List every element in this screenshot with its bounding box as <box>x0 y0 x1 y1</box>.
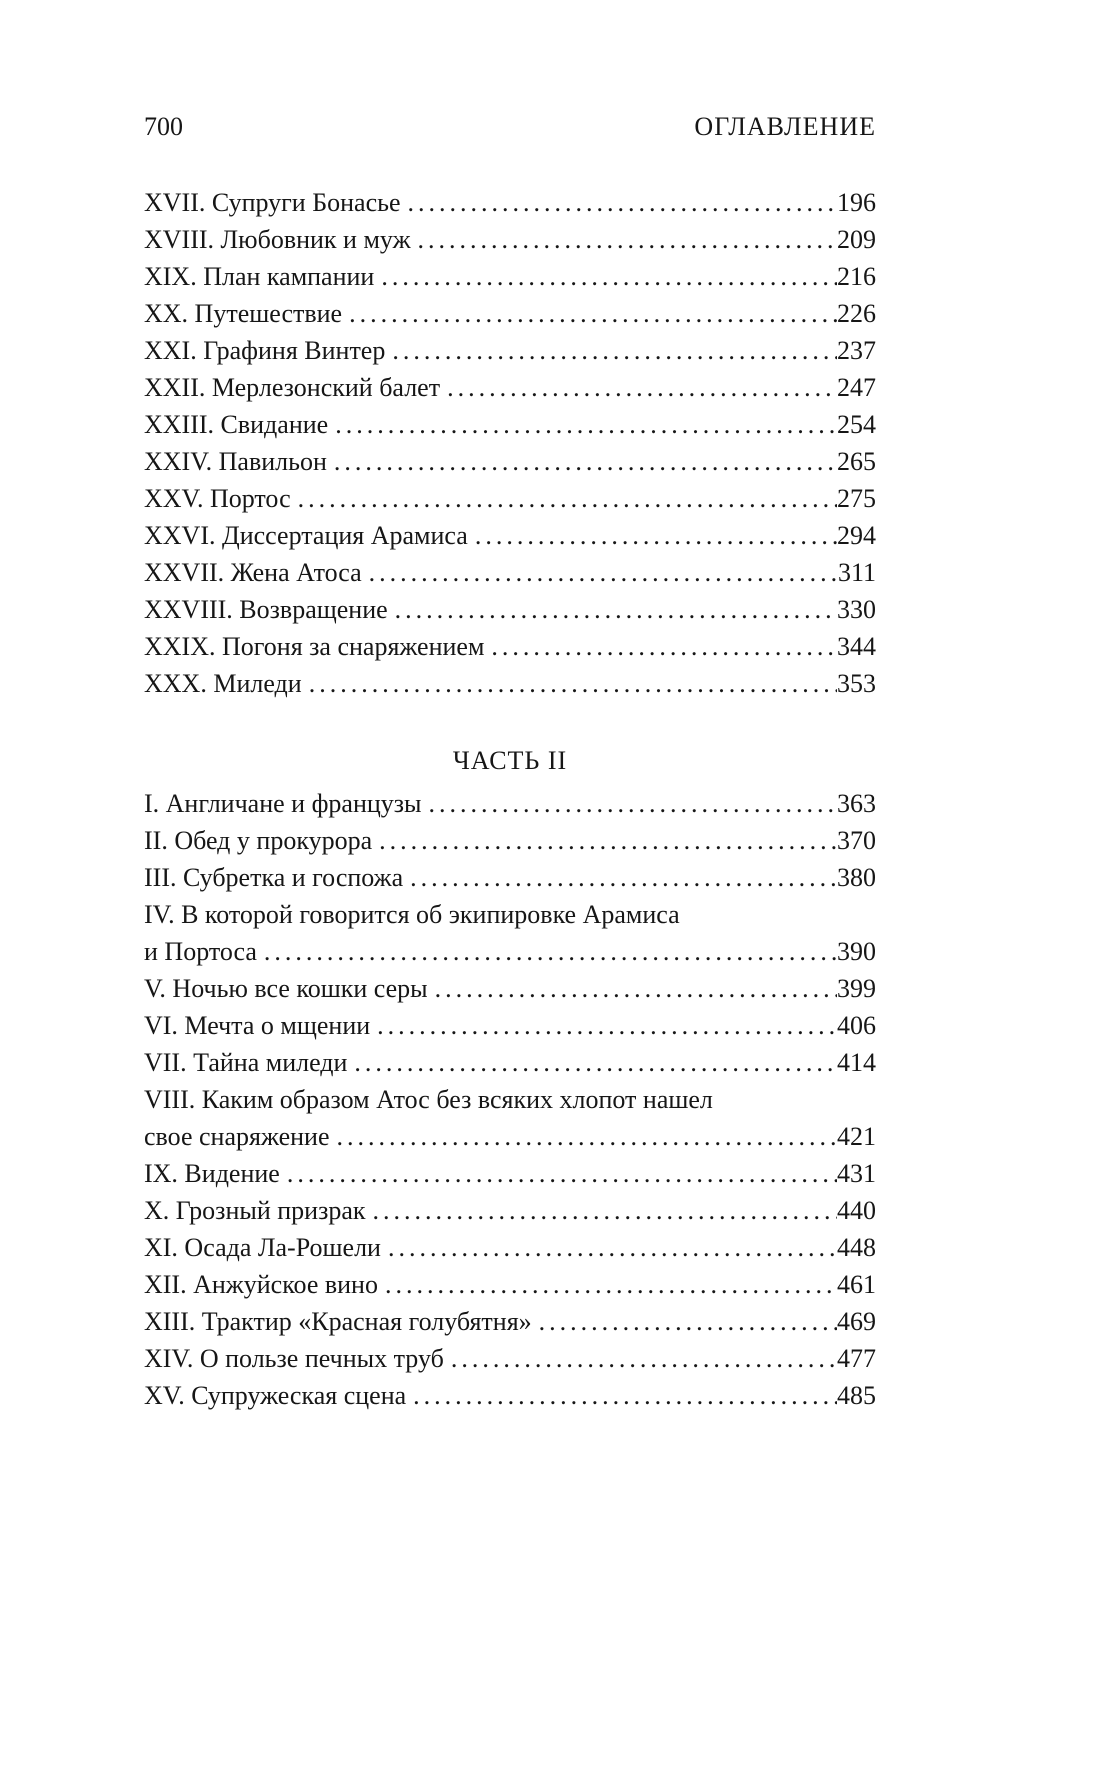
toc-entry-title: XII. Анжуйское вино <box>144 1270 378 1299</box>
toc-entry-page: 421 <box>837 1122 876 1151</box>
toc-entry <box>144 970 876 1007</box>
toc-entry-title: XXVII. Жена Атоса <box>144 558 362 587</box>
toc-entry <box>144 406 876 443</box>
toc-entry-page: 196 <box>837 188 876 217</box>
dot-leader <box>403 859 837 896</box>
toc-entry-title: VI. Мечта о мщении <box>144 1011 371 1040</box>
toc-entry-page: 311 <box>837 558 876 587</box>
toc-entry-title: X. Грозный призрак <box>144 1196 366 1225</box>
dot-leader <box>257 933 837 970</box>
toc-entry <box>144 628 876 665</box>
toc-entry-page: 448 <box>837 1233 876 1262</box>
toc-entry-title: XX. Путешествие <box>144 299 343 328</box>
dot-leader <box>370 1007 837 1044</box>
toc-entry <box>144 258 876 295</box>
toc-entry-row <box>144 1192 876 1229</box>
toc-entry-row <box>144 1266 876 1303</box>
dot-leader <box>329 1118 837 1155</box>
toc-entry <box>144 591 876 628</box>
toc-entry-row <box>144 295 876 332</box>
toc-entry <box>144 369 876 406</box>
page-header <box>144 112 876 142</box>
dot-leader <box>411 221 837 258</box>
toc-entry-row <box>144 184 876 221</box>
toc-entry-title: XVIII. Любовник и муж <box>144 225 411 254</box>
toc-entry <box>144 554 876 591</box>
toc-entry-page: 247 <box>837 373 876 402</box>
toc-entry-row <box>144 859 876 896</box>
toc-entry <box>144 1192 876 1229</box>
toc-entry-row <box>144 1118 876 1155</box>
toc-entry-title: XXVIII. Возвращение <box>144 595 388 624</box>
dot-leader <box>385 332 837 369</box>
dot-leader <box>374 258 837 295</box>
toc-entry-row <box>144 369 876 406</box>
toc-entry-row <box>144 1303 876 1340</box>
toc-entry-row <box>144 591 876 628</box>
toc-entry-row <box>144 480 876 517</box>
dot-leader <box>401 184 837 221</box>
dot-leader <box>388 591 837 628</box>
toc-entry-row <box>144 517 876 554</box>
toc-part2 <box>144 785 876 1414</box>
toc-entry-page: 399 <box>837 974 876 1003</box>
toc-entry-title: XIX. План кампании <box>144 262 375 291</box>
toc-entry-title: VIII. Каким образом Атос без всяких хлопот нашел <box>144 1085 713 1114</box>
toc-entry <box>144 822 876 859</box>
folio-page-number: 700 <box>144 112 183 141</box>
toc-entry-page: 254 <box>837 410 876 439</box>
toc-entry <box>144 184 876 221</box>
toc-entry-title: XXI. Графиня Винтер <box>144 336 386 365</box>
toc-entry <box>144 332 876 369</box>
dot-leader <box>328 406 837 443</box>
toc-entry-title: V. Ночью все кошки серы <box>144 974 428 1003</box>
toc-entry-title: II. Обед у прокурора <box>144 826 373 855</box>
toc-entry-row <box>144 554 876 591</box>
dot-leader <box>484 628 837 665</box>
toc-entry-row <box>144 665 876 702</box>
toc-entry <box>144 1303 876 1340</box>
toc-entry-title: IX. Видение <box>144 1159 280 1188</box>
dot-leader <box>428 970 837 1007</box>
dot-leader <box>532 1303 837 1340</box>
toc-entry <box>144 1340 876 1377</box>
toc-entry <box>144 859 876 896</box>
dot-leader <box>444 1340 837 1377</box>
toc-entry-title: XXIX. Погоня за снаряжением <box>144 632 485 661</box>
toc-entry <box>144 1377 876 1414</box>
toc-entry <box>144 295 876 332</box>
dot-leader <box>342 295 837 332</box>
toc-entry-title: XXVI. Диссертация Арамиса <box>144 521 468 550</box>
toc-entry-title: XXIII. Свидание <box>144 410 329 439</box>
toc-entry-row <box>144 221 876 258</box>
toc-entry-page: 370 <box>837 826 876 855</box>
toc-entry <box>144 896 876 970</box>
toc-entry <box>144 517 876 554</box>
dot-leader <box>302 665 837 702</box>
toc-entry-title: XIII. Трактир «Красная голубятня» <box>144 1307 532 1336</box>
toc-entry-title: XV. Супружеская сцена <box>144 1381 407 1410</box>
toc-entry <box>144 443 876 480</box>
toc-entry-title: IV. В которой говорится об экипировке Арамиса <box>144 900 680 929</box>
dot-leader <box>440 369 837 406</box>
toc-part1 <box>144 184 876 702</box>
toc-entry-page: 265 <box>837 447 876 476</box>
toc-entry-row <box>144 970 876 1007</box>
toc-entry-title: XXX. Миледи <box>144 669 302 698</box>
toc-entry <box>144 221 876 258</box>
toc-entry <box>144 1081 876 1155</box>
toc-entry-page: 461 <box>837 1270 876 1299</box>
dot-leader <box>372 822 837 859</box>
toc-entry-page: 414 <box>837 1048 876 1077</box>
toc-entry-page: 275 <box>837 484 876 513</box>
toc-entry-title: XXIV. Павильон <box>144 447 327 476</box>
toc-entry-page: 209 <box>837 225 876 254</box>
toc-entry-row <box>144 1007 876 1044</box>
toc-entry-page: 216 <box>837 262 876 291</box>
part-heading: ЧАСТЬ II <box>452 746 568 775</box>
toc-entry <box>144 1155 876 1192</box>
toc-entry <box>144 1007 876 1044</box>
toc-entry-row <box>144 406 876 443</box>
toc-entry-row <box>144 443 876 480</box>
toc-entry-page: 226 <box>837 299 876 328</box>
toc-entry-title: XIV. О пользе печных труб <box>144 1344 444 1373</box>
toc-entry-row <box>144 822 876 859</box>
dot-leader <box>291 480 837 517</box>
dot-leader <box>362 554 838 591</box>
toc-entry <box>144 1266 876 1303</box>
toc-entry-page: 237 <box>837 336 876 365</box>
toc-entry-page: 440 <box>837 1196 876 1225</box>
toc-entry-title: VII. Тайна миледи <box>144 1048 348 1077</box>
toc-entry-title: I. Англичане и французы <box>144 789 422 818</box>
toc-entry-page: 330 <box>837 595 876 624</box>
toc-entry <box>144 785 876 822</box>
toc-entry-page: 406 <box>837 1011 876 1040</box>
toc-entry-row <box>144 933 876 970</box>
dot-leader <box>366 1192 837 1229</box>
dot-leader <box>347 1044 837 1081</box>
toc-entry <box>144 480 876 517</box>
toc-entry-page: 485 <box>837 1381 876 1410</box>
dot-leader <box>280 1155 837 1192</box>
toc-entry-row <box>144 332 876 369</box>
toc-entry-row <box>144 628 876 665</box>
toc-entry-row <box>144 1229 876 1266</box>
toc-entry-title: и Портоса <box>144 937 257 966</box>
toc-entry-row <box>144 785 876 822</box>
toc-entry-title: XXV. Портос <box>144 484 291 513</box>
toc-entry-page: 431 <box>837 1159 876 1188</box>
dot-leader <box>422 785 837 822</box>
dot-leader <box>381 1229 837 1266</box>
toc-entry-page: 390 <box>837 937 876 966</box>
toc-entry-title: III. Субретка и госпожа <box>144 863 404 892</box>
toc-entry <box>144 1044 876 1081</box>
toc-entry-title: XXII. Мерлезонский балет <box>144 373 441 402</box>
toc-entry-title: XVII. Супруги Бонасье <box>144 188 401 217</box>
toc-entry-page: 353 <box>837 669 876 698</box>
toc-entry-page: 344 <box>837 632 876 661</box>
toc-entry-page: 469 <box>837 1307 876 1336</box>
running-title: ОГЛАВЛЕНИЕ <box>694 112 876 141</box>
toc-entry-title: свое снаряжение <box>144 1122 330 1151</box>
toc-entry-page: 294 <box>837 521 876 550</box>
toc-entry-page: 363 <box>837 789 876 818</box>
toc-entry-row <box>144 1377 876 1414</box>
dot-leader <box>327 443 837 480</box>
toc-entry-page: 380 <box>837 863 876 892</box>
dot-leader <box>468 517 837 554</box>
toc-entry-row <box>144 1340 876 1377</box>
toc-entry-row <box>144 1044 876 1081</box>
dot-leader <box>378 1266 837 1303</box>
toc-entry-page: 477 <box>837 1344 876 1373</box>
dot-leader <box>406 1377 837 1414</box>
toc-entry-row <box>144 258 876 295</box>
toc-entry-row <box>144 1155 876 1192</box>
toc-entry <box>144 1229 876 1266</box>
toc-entry <box>144 665 876 702</box>
toc-entry-title: XI. Осада Ла-Рошели <box>144 1233 381 1262</box>
